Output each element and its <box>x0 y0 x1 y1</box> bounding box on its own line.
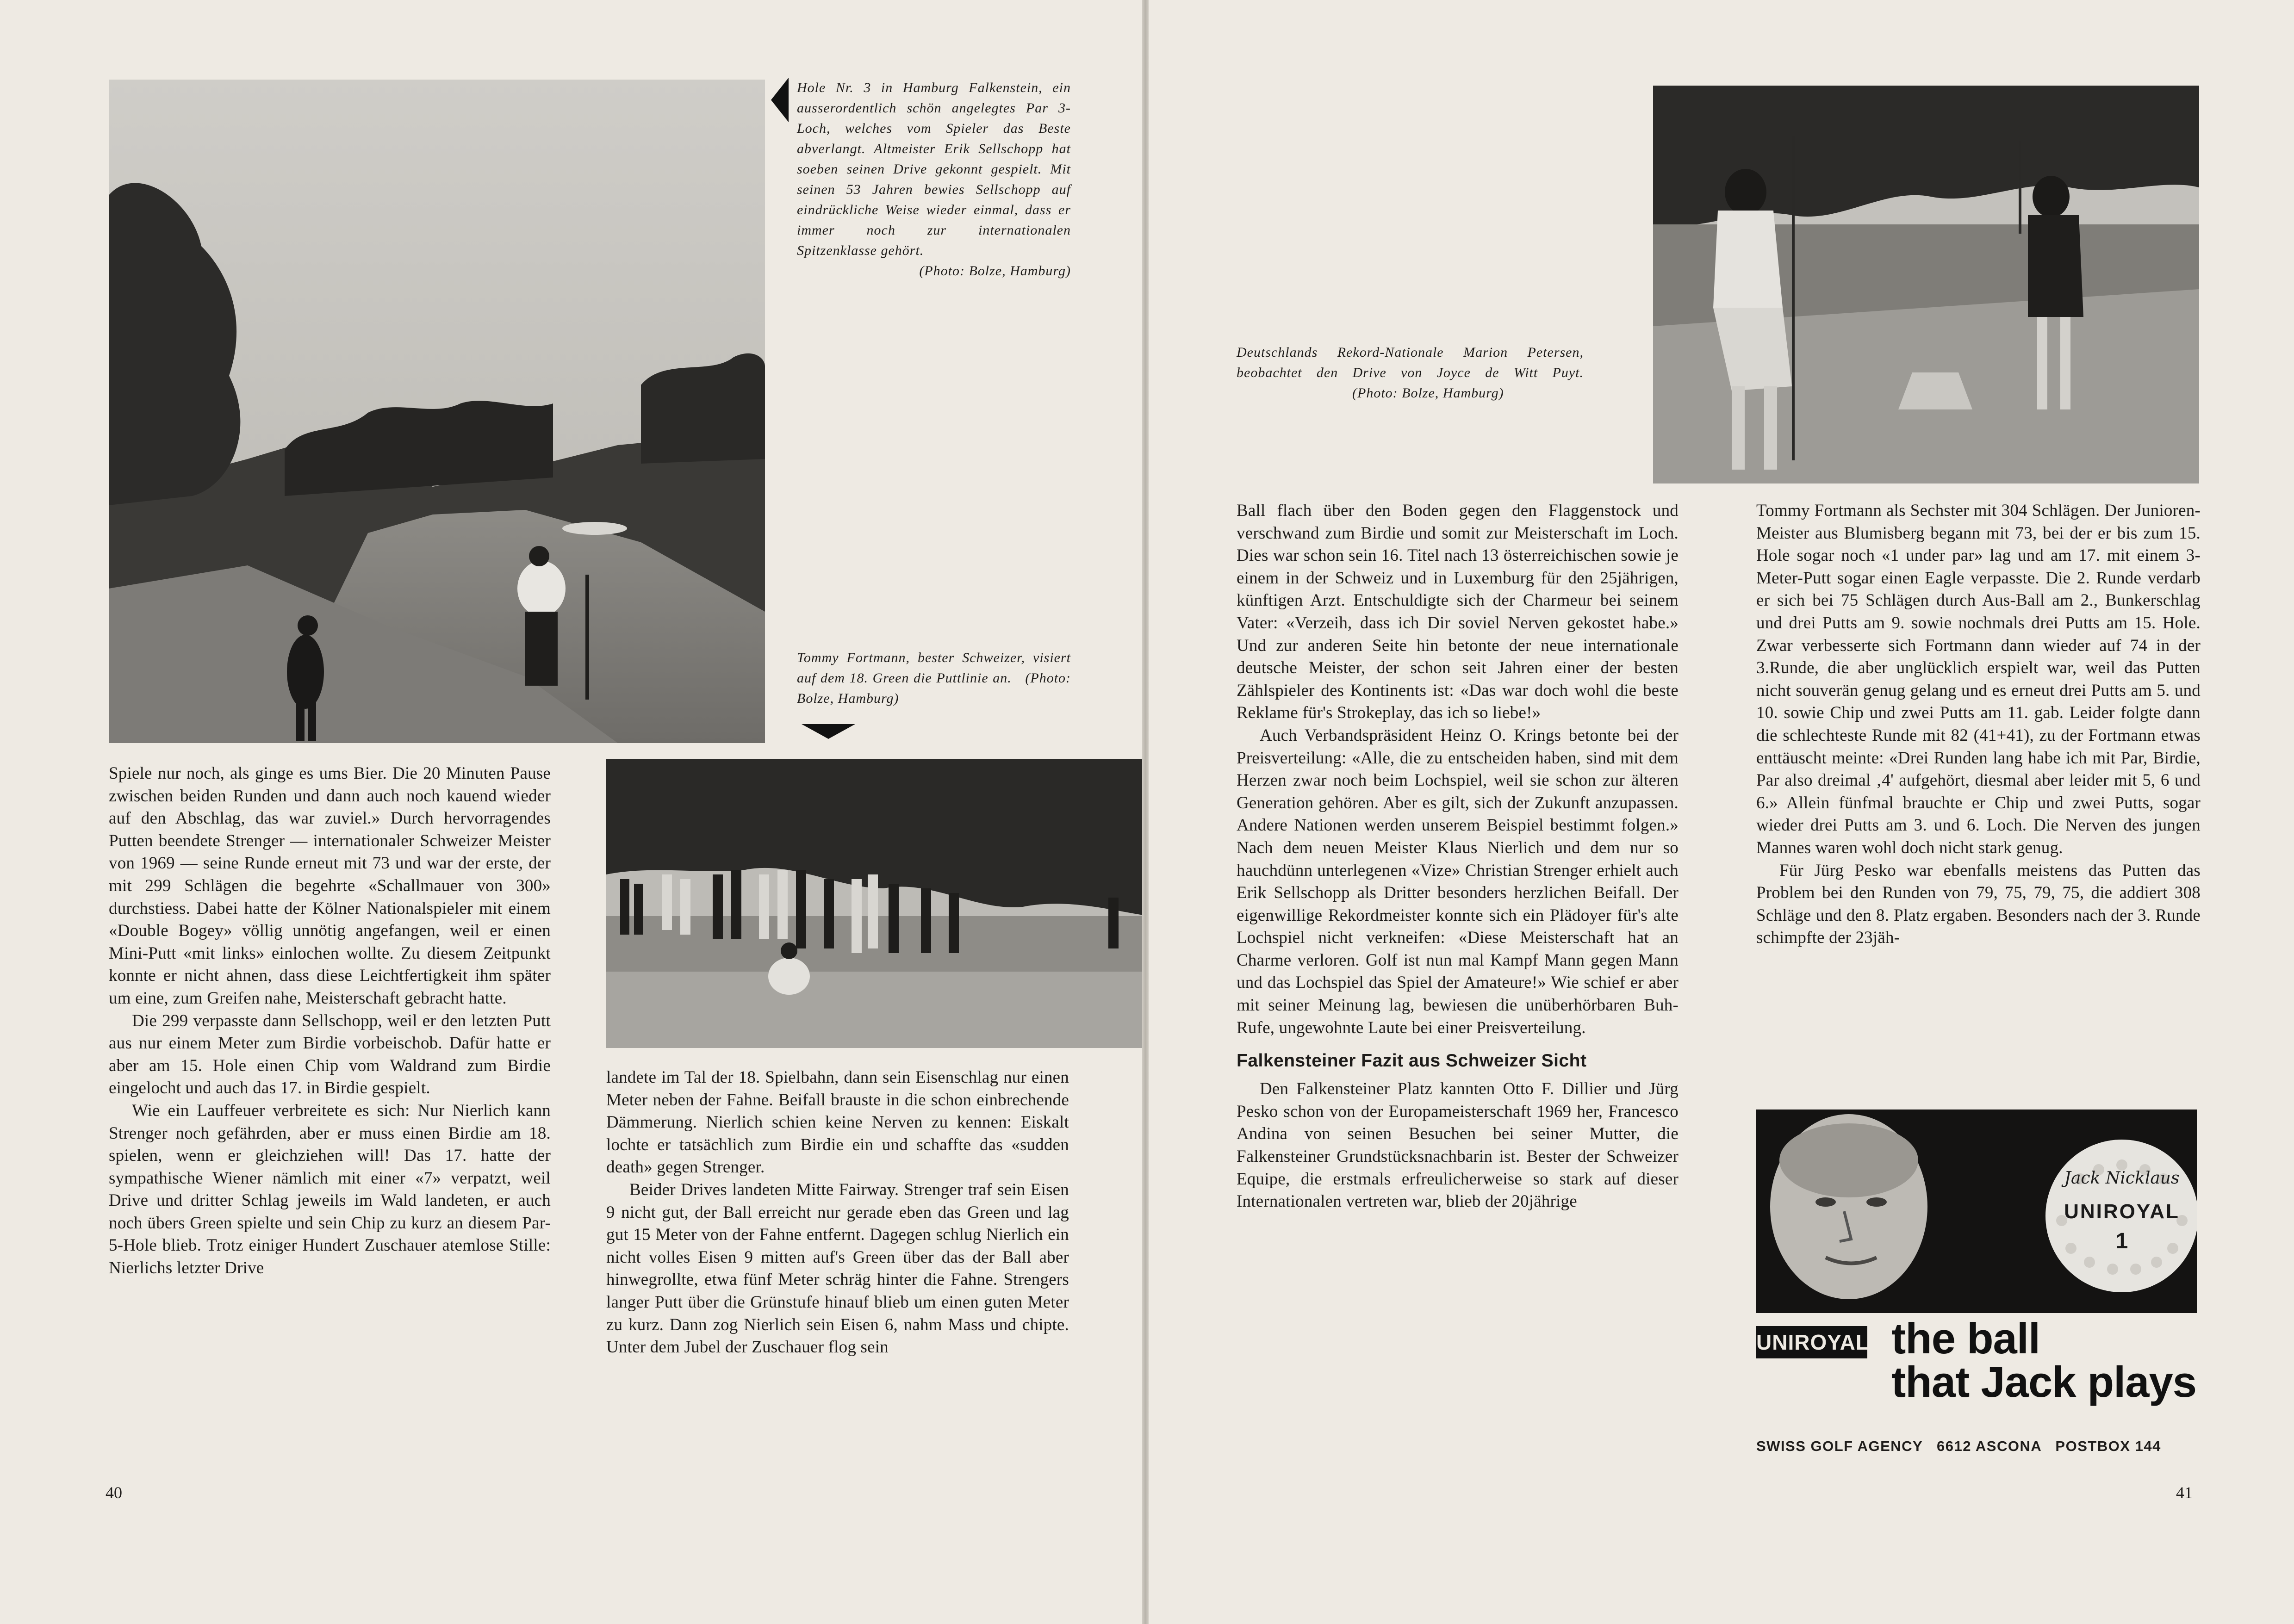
page-number: 40 <box>106 1483 122 1502</box>
caption-credit: (Photo: Bolze, Hamburg) <box>1352 385 1504 401</box>
caption-photo-fortmann <box>797 648 1071 709</box>
paragraph: Die 299 verpasste dann Sellschopp, weil er den letzten Putt aus nur einem Meter zum Birdie vorbeischob. Dafür hatte er aber am 15. Hole einen Chip vom Waldrand zum Birdie eingelocht und auch das 17. in Birdie gespielt. <box>109 1011 551 1098</box>
caption-arrow-down-icon <box>802 724 855 739</box>
ad-slogan-line: the ball <box>1891 1314 2040 1363</box>
ad-photo <box>1756 1110 2197 1313</box>
ball-brand: UNIROYAL <box>2064 1200 2180 1223</box>
article-column-4 <box>1756 500 2201 949</box>
ad-image <box>1756 1110 2197 1313</box>
paragraph: Beider Drives landeten Mitte Fairway. Strenger traf sein Eisen 9 nicht gut, der Ball erreicht nur gerade eben das Green und lag gut 15 Meter von der Fahne entfernt. Dagegen schlug Nierlich ein nicht volles Eisen 9 mitten auf's Green über das der Ball aber hinwegrollte, etwa fünf Meter schräg hinter die Fahne. Strengers langer Putt über die Grünstufe hinauf blieb um einen guten Meter zu kurz. Dann zog Nierlich sein Eisen 6, nahm Mass und chipte. Unter dem Jubel der Zuschauer flog sein <box>606 1180 1069 1357</box>
page-number: 41 <box>2176 1483 2193 1502</box>
golf-ball-icon <box>2045 1140 2197 1292</box>
caption-text: Deutschlands Rekord-Nationale Marion Petersen, beobachtet den Drive von Joyce de Witt Puyt. <box>1237 345 1584 380</box>
caption-credit: (Photo: Bolze, Hamburg) <box>919 263 1071 279</box>
caption-text: Tommy Fortmann, bester Schweizer, visiert auf dem 18. Green die Puttlinie an. <box>797 650 1071 686</box>
caption-credit: (Photo: Bolze, Hamburg) <box>797 670 1071 706</box>
ad-slogan-line: that Jack plays <box>1891 1357 2197 1406</box>
ball-signature: Jack Nicklaus <box>2064 1169 2180 1188</box>
photo-petersen-de-witt-puyt <box>1653 86 2199 483</box>
section-heading: Falkensteiner Fazit aus Schweizer Sicht <box>1237 1051 1587 1071</box>
ball-number: 1 <box>2115 1229 2128 1253</box>
left-page <box>0 0 1142 1624</box>
article-column-2 <box>606 1066 1069 1359</box>
article-column-3 <box>1237 500 1679 1213</box>
green-spectators-image <box>606 759 1142 1048</box>
caption-photo-petersen <box>1237 342 1584 403</box>
article-column-1 <box>109 762 551 1280</box>
caption-photo-hole-3 <box>797 78 1071 281</box>
paragraph: landete im Tal der 18. Spielbahn, dann sein Eisenschlag nur einen Meter neben der Fahne. Beifall brauste in die schon einbrechende Dämmerung. Nierlich schien keine Nerven zu kennen: Eiskalt lochte er tatsächlich zum Birdie ein und schaffte das «sudden death» gegen Strenger. <box>606 1068 1069 1177</box>
photo-hole-3 <box>109 80 765 743</box>
women-golfers-image <box>1653 86 2199 483</box>
paragraph: Wie ein Lauffeuer verbreitete es sich: Nur Nierlich kann Strenger noch gefährden, aber er muss einen Birdie am 18. spielen, wenn er gleichziehen will! Das 17. hatte der sympathische Wiener nämlich mit einer «7» verpatzt, weil Drive und dritter Schlag jeweils im Wald landeten, er auch noch übers Green spielte und sein Chip zu kurz an diesem Par-5-Hole blieb. Trotz einiger Hundert Zuschauer atemlose Stille: Nierlichs letzter Drive <box>109 1101 551 1278</box>
paragraph: Auch Verbandspräsident Heinz O. Krings betonte bei der Preisverteilung: «Alle, die zu entscheiden haben, sind mit dem Herzen zwar noch beim Lochspiel, weil sie schon zur älteren Generation gehören. Aber es gilt, sich der Zukunft anzupassen. Andere Nationen werden unserem Beispiel bestimmt folgen.» Nach dem neuen Meister Klaus Nierlich und dem nur so hauchdünn unterlegenen «Vize» Christian Strenger erhielt auch Erik Sellschopp als Dritter besonders herzlichen Beifall. Der eigenwillige Rekordmeister konnte sich ein Plädoyer für's alte Lochspiel nicht verkneifen: «Diese Meisterschaft hat an Charme verloren. Golf ist nun mal Kampf Mann gegen Mann und das Lochspiel das Spiel der Amateure!» Wie schief er aber mit seiner Meinung lag, bewiesen die unüberhörbaren Buh-Rufe, ungewohnte Laute bei einer Preisverteilung. <box>1237 725 1679 1037</box>
page-gutter <box>1142 0 1149 1624</box>
uniroyal-logo: UNIROYAL <box>1756 1326 1867 1358</box>
paragraph: Ball flach über den Boden gegen den Flaggenstock und verschwand zum Birdie und somit zur Meisterschaft im Loch. Dies war schon sein 16. Titel nach 13 österreichischen sowie je einem in der Schweiz und in Luxemburg für den 25jährigen, künftigen Arzt. Entschuldigte sich der Charmeur bei seinem Vater: «Verzeih, dass ich Dir soviel Nerven gekostet habe.» Und zur anderen Seite hin betonte der neue internationale deutsche Meister, der schon seit Jahren einer der besten Zählspieler des Kontinents ist: «Das war doch wohl die beste Reklame für's Strokeplay, das ich so liebe!» <box>1237 501 1679 723</box>
caption-text: Hole Nr. 3 in Hamburg Falkenstein, ein ausserordentlich schön angelegtes Par 3-Loch, welches vom Spieler das Beste abverlangt. Altmeister Erik Sellschopp hat soeben seinen Drive gekonnt gespielt. Mit seinen 53 Jahren bewies Sellschopp auf eindrückliche Weise wieder einmal, dass er immer noch zur internationalen Spitzenklasse gehört. <box>797 80 1071 258</box>
caption-arrow-left-icon <box>771 78 789 122</box>
paragraph: Für Jürg Pesko war ebenfalls meistens das Putten das Problem bei den Runden von 79, 75, 79, 75, die addiert 308 Schläge und den 8. Platz ergaben. Besonders nach der 3. Runde schimpfte der 23jäh- <box>1756 861 2201 948</box>
jack-nicklaus-portrait <box>1770 1114 1927 1299</box>
paragraph: Den Falkensteiner Platz kannten Otto F. Dillier und Jürg Pesko schon von der Europameisterschaft 1969 her, Francesco Andina von seinen Besuchen bei seiner Mutter, die Falkensteiner Grundstücksnachbarin ist. Bester der Schweizer Equipe, die erstmals erfreulicherweise so stark auf dieser Internationalen vertreten war, blieb der 20jährige <box>1237 1079 1679 1211</box>
uniroyal-advertisement <box>1756 1110 2197 1463</box>
paragraph: Spiele nur noch, als ginge es ums Bier. Die 20 Minuten Pause zwischen beiden Runden und dann auch noch kauend wieder auf den Abschlag, das war zuviel.» Durch hervorragendes Putten beendete Strenger — internationaler Schweizer Meister von 1969 — seine Runde erneut mit 73 und war der erste, der mit 299 Schlägen die begehrte «Schallmauer von 300» durchstiess. Dabei hatte der Kölner Nationalspieler mit einem «Double Bogey» völlig unnötig angefangen, weil er einen Mini-Putt «mit links» einlochen wollte. Zu diesem Zeitpunkt konnte er nicht ahnen, dass diese Leichtfertigkeit ihm später um eine, zum Greifen nahe, Meisterschaft gebracht hatte. <box>109 764 551 1008</box>
ad-footer: SWISS GOLF AGENCY 6612 ASCONA POSTBOX 144 <box>1756 1438 2161 1454</box>
ad-slogan <box>1891 1314 2197 1406</box>
golf-course-image <box>109 80 765 743</box>
paragraph: Tommy Fortmann als Sechster mit 304 Schlägen. Der Junioren-Meister aus Blumisberg begann mit 73, bei der er bis zum 15. Hole sogar noch «1 under par» lag und am 17. mit einem 3-Meter-Putt sogar einen Eagle verpasste. Die 2. Runde verdarb er sich bei 75 Schlägen durch Aus-Ball am 2., Bunkerschlag und drei Putts am 9. sowie nochmals drei Putts am 15. Hole. Zwar verbesserte sich Fortmann dann wieder auf 74 in der 3.Runde, die aber unglücklich erspielt war, weil das Putten nicht souverän genug gelang und es erneut drei Putts am 5. und 10. sowie Chip und zwei Putts am 11. gab. Leider folgte dann die schlechteste Runde mit 82 (41+41), zu der Fortmann etwas enttäuscht meinte: «Drei Runden lang habe ich mit Par, Birdie, Par also dreimal ‚4' aufgehört, diesmal aber leider mit 5, 6 und 6.» Allein fünfmal brauchte er Chip und zwei Putts, sogar wieder drei Putts am 3. und 6. Loch. Die Nerven des jungen Mannes waren wohl doch nicht stark genug. <box>1756 501 2201 857</box>
photo-fortmann-putt <box>606 759 1142 1048</box>
